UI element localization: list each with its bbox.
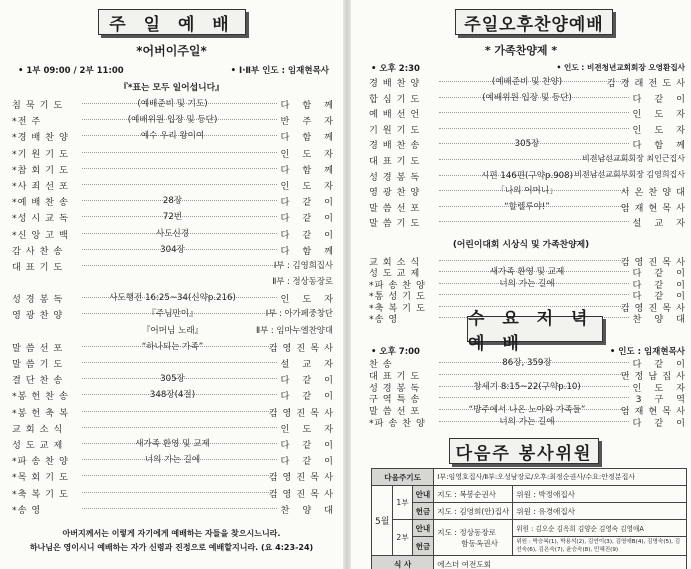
order-item-label: 경 배 찬 송 (369, 140, 421, 152)
order-row (369, 182, 690, 199)
order-item-leader: 다 함 께 (280, 164, 338, 176)
order-item-leader: 찬 양 대 (280, 504, 338, 516)
order-item-detail: 창세기 8:15~22(구약p.10) (473, 381, 581, 392)
leader-dots (439, 374, 629, 375)
order-item-label: *파 송 찬 양 (369, 279, 426, 291)
order-item-label: 성 경 봉 독 (369, 171, 421, 183)
order-item-detail: 새가족 환영 및 교제 (135, 438, 210, 449)
order-row (369, 286, 690, 303)
p1-offering-label: 헌금 (412, 503, 434, 520)
p2-lead-2: 함동옥권사 (461, 538, 498, 548)
leader-dots (82, 427, 277, 428)
order-row (369, 213, 690, 230)
order-row (369, 167, 685, 183)
afternoon-time: • 오후 2:30 (371, 64, 420, 74)
p2-offering-members: 위원 : 박승복(1), 박용석(2), 김연이(3), 김영애B(4), 김명숙(5), 김선숙(6), 김은숙(7), 윤승숙(8), 민혜진(9) (513, 537, 687, 556)
order-item-leader: 다 함 께 (280, 132, 338, 144)
p2-lead (434, 520, 513, 556)
p1-usher-label: 안내 (412, 486, 434, 503)
order-row (369, 275, 690, 291)
order-item-leader: 다 같 이 (280, 439, 338, 451)
order-item-leader: 다 같 이 (280, 456, 338, 468)
afternoon-worship-title: 주일오후찬양예배 (455, 9, 613, 35)
order-item-label: 성 경 봉 독 (12, 294, 64, 306)
order-row (12, 305, 333, 321)
leader-dots (82, 362, 277, 363)
order-row (12, 289, 338, 306)
afternoon-order (369, 73, 690, 230)
order-item-leader: 다 함 께 (280, 245, 338, 257)
order-item-leader: 임재현목사 (620, 202, 690, 214)
wednesday-leader: • 인도 : 임재현목사 (609, 347, 685, 357)
service-leader: • Ⅰ·Ⅱ부 인도 : 임재현목사 (230, 66, 329, 76)
order-item-detail: 『어머님 노래』 (141, 325, 204, 336)
next-week-servers-title: 다음주 봉사위원 (449, 438, 599, 464)
order-item-label: *참 회 기 도 (12, 164, 69, 176)
order-item-label: *봉 헌 찬 송 (12, 391, 69, 403)
order-item-detail: (예배위원 입장 및 등단) (482, 92, 572, 103)
order-row (12, 208, 338, 225)
afternoon-theme: * 가족찬양제 * (484, 44, 558, 57)
left-page (0, 0, 343, 569)
order-item-label: 찬 송 (369, 359, 393, 370)
p2-offering-label: 헌금 (412, 537, 434, 556)
order-item-leader: 인 도 자 (280, 294, 338, 306)
order-item-label: *봉 헌 축 복 (12, 407, 69, 419)
order-item-leader: 김영진목사 (620, 257, 690, 268)
order-item-leader: Ⅰ부 : 아가페중창단 (265, 308, 333, 319)
order-item-label: 영 광 찬 양 (369, 187, 421, 199)
order-item-detail: 사도신경 (155, 228, 190, 239)
leader-dots (439, 112, 629, 113)
order-item-leader: 김영진목사 (268, 407, 338, 419)
children-event: (어린이대회 시상식 및 가족찬양제) (452, 240, 590, 250)
order-row (369, 413, 690, 429)
order-row (369, 389, 690, 406)
order-item-detail: (예배준비 및 기도) (137, 99, 208, 109)
order-item-leader: 비젼남선교회회장 최인근집사 (581, 153, 685, 163)
p1-offering-members: 위원 : 유경애집사 (513, 503, 687, 520)
order-item-label: 성 경 봉 독 (369, 382, 421, 394)
order-item-label: 합 심 기 도 (369, 93, 421, 105)
p1-offering-lead: 지도 : 김영희(안)집사 (434, 503, 513, 520)
leader-dots (439, 397, 629, 398)
meal-value: 에스더 여전도회 (434, 556, 687, 569)
order-item-leader: 설 교 자 (280, 359, 338, 370)
order-item-label: *기 원 기 도 (12, 148, 69, 160)
servers-table (371, 468, 687, 569)
order-item-label: 결 단 찬 송 (12, 375, 64, 387)
order-row (12, 127, 338, 144)
order-item-label: 말 씀 선 포 (369, 406, 421, 418)
order-item-label: 교 회 소 식 (12, 423, 64, 435)
order-item-leader: 다 함 께 (280, 100, 338, 111)
leader-dots (82, 265, 277, 266)
order-item-leader: 다 같 이 (632, 417, 690, 429)
sunday-worship-title: 주 일 예 배 (98, 9, 246, 35)
order-row (12, 467, 338, 484)
order-item-leader: 다 같 이 (632, 359, 690, 370)
order-row (12, 273, 333, 289)
next-prayer-label: 다음주기도 (372, 469, 434, 486)
order-item-leader: 다 같 이 (632, 93, 690, 105)
order-row (369, 263, 690, 280)
order-item-leader: 다 같 이 (280, 213, 338, 225)
order-item-label: *전 주 (12, 116, 42, 128)
order-row (12, 176, 338, 192)
order-row (12, 111, 338, 128)
order-row (12, 257, 333, 273)
order-item-label: 기 원 기 도 (369, 124, 421, 136)
sunday-order (12, 95, 338, 516)
order-item-leader: 김영진목사 (268, 488, 338, 500)
order-row (12, 225, 338, 241)
order-item-label: 구 역 특 송 (369, 394, 421, 406)
leader-dots (82, 492, 277, 493)
order-item-label: 성 도 교 제 (12, 439, 64, 451)
order-item-leader: 김영진목사 (268, 472, 338, 484)
order-item-detail: 86장, 359장 (502, 358, 552, 368)
order-row (12, 451, 338, 468)
order-item-label: *파 송 찬 양 (12, 456, 69, 468)
order-item-label: 대 표 기 도 (369, 155, 421, 167)
order-item-detail: “하나되는 가족” (141, 341, 204, 352)
order-item-label: 말 씀 기 도 (12, 359, 64, 370)
order-item-leader: 다 같 이 (280, 229, 338, 241)
order-item-leader: 인 도 자 (280, 180, 338, 192)
order-item-detail: 너의 가는 길에 (499, 416, 555, 427)
order-item-label: 예 배 선 언 (369, 109, 421, 121)
afternoon-leader: • 인도 : 비젼청년교회회장 오영환집사 (556, 63, 685, 72)
p1-usher-members: 위원 : 박정애집사 (513, 486, 687, 503)
order-item-leader: 시온찬양대 (620, 187, 690, 199)
leader-dots (82, 508, 277, 509)
wednesday-order (369, 354, 690, 429)
order-item-label: 감 사 찬 송 (12, 245, 64, 257)
order-item-leader: 다 같 이 (280, 197, 338, 209)
order-item-leader: 김경래전도사 (606, 78, 690, 89)
order-row (12, 95, 338, 111)
order-row (12, 354, 338, 370)
order-row (12, 160, 338, 176)
month-cell: 5월 (372, 486, 393, 556)
order-item-detail: (예배위원 입장 및 등단) (127, 115, 218, 126)
order-row (12, 386, 338, 403)
order-row (369, 354, 690, 370)
wednesday-worship-title: 수 요 저 녁 예 배 (467, 316, 603, 342)
order-item-label: *사 죄 선 포 (12, 180, 69, 192)
leader-dots (82, 152, 277, 153)
leader-dots (82, 168, 277, 169)
order-item-detail: (예배준비 및 찬양) (491, 77, 563, 87)
p2-usher-members: 위원 : 김오순 김옥희 김양순 김영숙 김영애A (513, 520, 687, 537)
order-item-leader: 인 도 자 (280, 423, 338, 435)
order-item-leader: 김영진목사 (268, 342, 338, 354)
order-row (369, 89, 690, 105)
order-row (369, 120, 690, 136)
order-item-leader: 민정남집사 (620, 370, 690, 382)
order-row (12, 435, 338, 451)
order-item-detail: 시편 146편(구약p.908) (481, 170, 573, 181)
order-item-detail: 「나의 어머니」 (496, 186, 558, 197)
order-item-leader: 다 같 이 (632, 268, 690, 280)
wednesday-time: • 오후 7:00 (371, 347, 420, 357)
order-item-leader: 찬 양 대 (632, 313, 690, 325)
order-item-label: 경 배 찬 양 (369, 78, 421, 89)
order-item-detail: “방주에서 나온 노아와 가족들” (468, 405, 586, 416)
order-item-leader: Ⅱ부 : 임마누엘찬양대 (256, 324, 333, 335)
order-item-leader: 김영진목사 (620, 302, 690, 314)
order-row (12, 144, 338, 160)
order-item-leader: 다 같 이 (632, 291, 690, 303)
order-row (369, 401, 690, 418)
order-row (369, 151, 685, 167)
order-item-label: 말 씀 기 도 (369, 218, 421, 230)
order-item-leader: 다 같 이 (632, 279, 690, 291)
order-row (12, 370, 338, 387)
order-item-detail: 예수 우리 왕이여 (140, 131, 205, 142)
order-item-leader: 3 구 역 (635, 394, 690, 406)
order-item-detail: 28장 (162, 196, 183, 207)
order-row (12, 338, 338, 354)
order-item-label: 영 광 찬 양 (12, 310, 64, 322)
order-item-label: 침 묵 기 도 (12, 100, 64, 111)
order-item-label: *경 배 찬 양 (12, 132, 69, 144)
order-item-leader: Ⅰ부 : 김영희집사 (273, 259, 333, 270)
order-item-leader: 인 도 자 (280, 148, 338, 160)
order-item-label: *신 앙 고 백 (12, 229, 69, 241)
order-item-detail: “할렐루야!” (504, 201, 550, 212)
order-item-label: 성 도 교 제 (369, 268, 421, 280)
order-row (12, 322, 333, 338)
order-row (369, 198, 690, 214)
order-item-label: *성 시 교 독 (12, 213, 69, 225)
order-item-detail: 『주님만이』 (147, 309, 198, 320)
order-item-label: *송 영 (12, 504, 42, 516)
leader-dots (82, 475, 277, 476)
fold-divider (343, 0, 351, 569)
order-item-label: *축 복 기 도 (12, 488, 69, 500)
order-item-label: 교 회 소 식 (369, 257, 421, 268)
leader-dots (439, 128, 629, 129)
order-item-detail: 72번 (162, 212, 183, 223)
leader-dots (82, 184, 277, 185)
order-item-detail: 305장 (160, 374, 185, 385)
part2-cell: 2부 (393, 520, 412, 556)
p1-usher-lead: 지도 : 복봉순권사 (434, 486, 513, 503)
order-item-label: *목 회 기 도 (12, 472, 69, 484)
order-item-detail: 사도행전 16:25~34(신약p.216) (109, 293, 236, 304)
order-row (12, 500, 338, 516)
order-item-leader: 비젼남선교회부회장 김영희집사 (574, 169, 685, 179)
order-item-detail: 305장 (514, 139, 540, 150)
sunday-theme: *어버이주일* (136, 44, 207, 58)
standing-notice: 『*표는 모두 일어섭니다』 (119, 83, 224, 93)
part1-cell: 1부 (393, 486, 412, 520)
order-item-detail: 너의 가는 길에 (144, 455, 201, 466)
order-item-detail: 304장 (160, 244, 185, 255)
footer-verse-2: 하나님은 영이시니 예배하는 자가 신령과 진정으로 예배할지니라. (요 4:23-24) (29, 543, 314, 552)
order-item-leader: 인 도 자 (632, 382, 690, 394)
order-item-detail: 너의 가는 길에 (499, 278, 555, 289)
order-item-label: *통 성 기 도 (369, 291, 426, 303)
service-time: • 1부 09:00 / 2부 11:00 (18, 66, 124, 76)
order-item-leader: 인 도 자 (632, 109, 690, 121)
order-row (12, 403, 338, 419)
order-row (369, 252, 690, 268)
order-item-detail: 새가족 환영 및 교제 (489, 267, 565, 278)
leader-dots (82, 411, 277, 412)
order-item-leader: 설 교 자 (632, 218, 690, 230)
order-row (12, 484, 338, 500)
leader-dots (439, 260, 629, 261)
order-item-leader: Ⅱ부 : 정상동장로 (272, 276, 333, 287)
p2-usher-label: 안내 (412, 520, 434, 537)
leader-dots (439, 294, 629, 295)
order-row (369, 135, 690, 152)
order-row (369, 73, 690, 89)
order-item-label: *송 영 (369, 313, 399, 325)
order-item-label: 대 표 기 도 (12, 261, 64, 273)
order-row (369, 366, 690, 382)
order-item-leader: 다 같 이 (280, 375, 338, 387)
order-item-leader: 다 함 께 (632, 140, 690, 152)
next-prayer-value: Ⅰ부:임영호집사/Ⅱ부:오성남장로/오후:최정순권사/수요:안정분집사 (434, 469, 687, 486)
order-item-label: 말 씀 선 포 (12, 342, 64, 354)
order-item-label: *축 복 기 도 (369, 302, 426, 314)
order-row (369, 104, 690, 121)
order-row (369, 378, 690, 394)
order-row (12, 419, 338, 435)
order-item-leader: 임재현목사 (620, 406, 690, 418)
p2-lead-1: 지도 : 정상동장로 (437, 527, 496, 537)
order-item-leader: 다 같 이 (280, 391, 338, 403)
meal-label: 식 사 (372, 556, 434, 569)
order-row (12, 192, 338, 209)
footer-verse-1: 아버지께서는 이렇게 자기에게 예배하는 자들을 찾으시느니라. (62, 529, 281, 538)
order-item-label: *예 배 찬 송 (12, 197, 69, 209)
order-item-leader: 인 도 자 (632, 124, 690, 136)
order-item-leader: 반 주 자 (280, 116, 338, 128)
order-item-label: 대 표 기 도 (369, 370, 421, 382)
order-item-label: *파 송 찬 양 (369, 417, 426, 429)
order-item-detail: 348장(4절) (149, 390, 196, 401)
right-page (351, 0, 691, 569)
leader-dots (439, 221, 629, 222)
order-item-label: 말 씀 선 포 (369, 202, 421, 214)
order-row (12, 241, 338, 257)
